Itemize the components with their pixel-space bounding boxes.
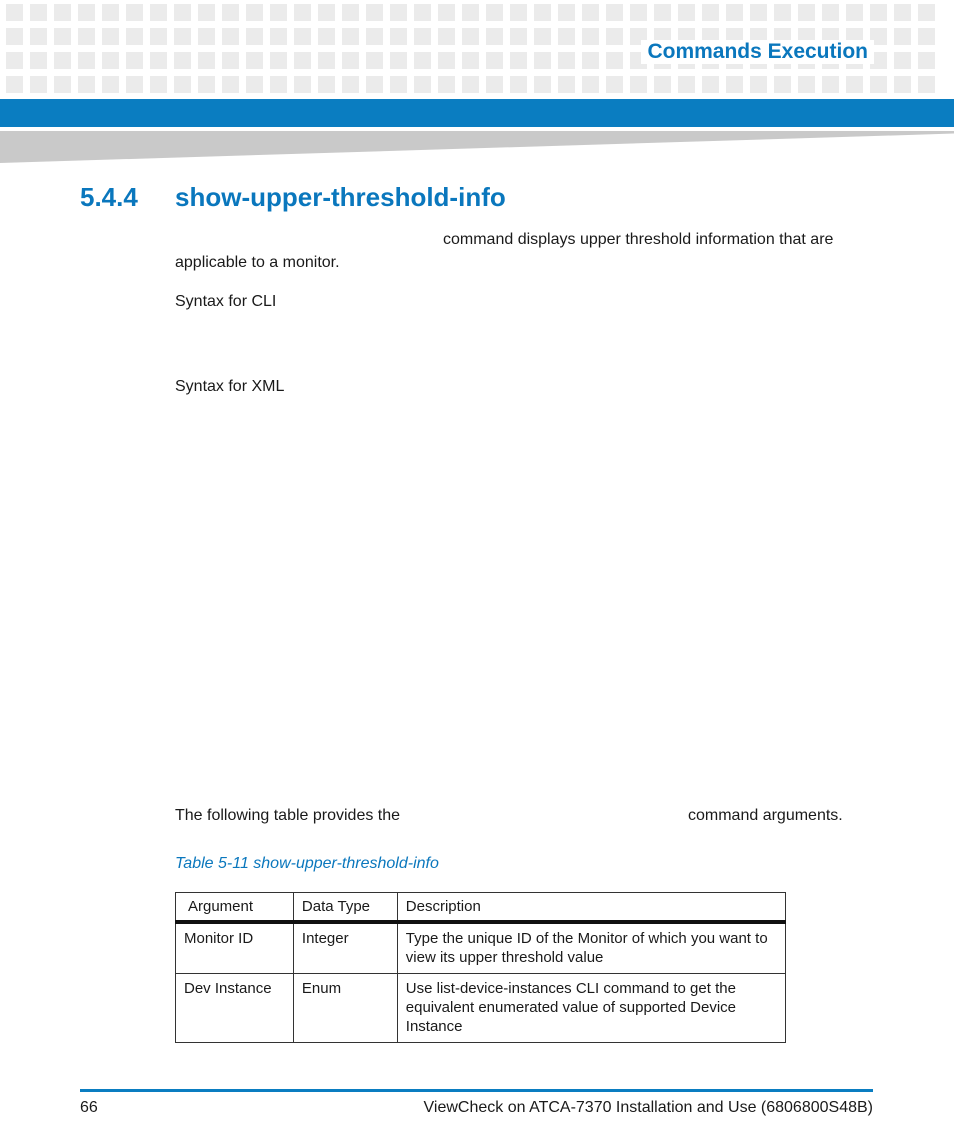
pattern-square	[246, 76, 263, 93]
pattern-square	[318, 28, 335, 45]
pattern-square	[222, 76, 239, 93]
pattern-square	[678, 4, 695, 21]
pattern-square	[294, 76, 311, 93]
pattern-square	[78, 4, 95, 21]
pattern-square	[702, 76, 719, 93]
pattern-square	[774, 76, 791, 93]
pattern-square	[174, 76, 191, 93]
pattern-square	[198, 4, 215, 21]
pattern-square	[270, 52, 287, 69]
footer-rule	[80, 1089, 873, 1092]
table-cell: Type the unique ID of the Monitor of which you want to view its upper threshold value	[397, 922, 785, 974]
column-header: Argument	[176, 893, 294, 923]
table-cell: Enum	[293, 974, 397, 1043]
pattern-square	[798, 4, 815, 21]
pattern-square	[726, 4, 743, 21]
pattern-square	[462, 28, 479, 45]
pattern-square	[414, 52, 431, 69]
pattern-square	[702, 4, 719, 21]
pattern-square	[30, 76, 47, 93]
pattern-square	[654, 4, 671, 21]
pattern-square	[582, 4, 599, 21]
column-header: Data Type	[293, 893, 397, 923]
pattern-square	[462, 4, 479, 21]
pattern-square	[54, 76, 71, 93]
pattern-square	[894, 52, 911, 69]
pattern-square	[462, 76, 479, 93]
pattern-square	[630, 4, 647, 21]
pattern-square	[438, 4, 455, 21]
section-number: 5.4.4	[80, 182, 138, 212]
pattern-square	[438, 76, 455, 93]
pattern-square	[78, 76, 95, 93]
pattern-square	[102, 76, 119, 93]
pattern-square	[558, 76, 575, 93]
pattern-square	[222, 28, 239, 45]
pattern-square	[366, 4, 383, 21]
pattern-square	[174, 4, 191, 21]
pattern-square	[582, 52, 599, 69]
pattern-square	[894, 28, 911, 45]
syntax-xml-label: Syntax for XML	[175, 378, 285, 395]
pattern-square	[366, 76, 383, 93]
pattern-square	[414, 28, 431, 45]
table-cell: Dev Instance	[176, 974, 294, 1043]
pattern-square	[54, 52, 71, 69]
table-header-row	[176, 893, 786, 923]
pattern-square	[222, 4, 239, 21]
pattern-square	[246, 28, 263, 45]
pattern-square	[126, 28, 143, 45]
pattern-square	[918, 76, 935, 93]
pattern-square	[390, 76, 407, 93]
pattern-square	[678, 76, 695, 93]
table-row	[176, 922, 786, 974]
pattern-square	[726, 76, 743, 93]
pattern-square	[606, 4, 623, 21]
table-row	[176, 974, 786, 1043]
pattern-square	[606, 76, 623, 93]
pattern-square	[510, 76, 527, 93]
pattern-square	[438, 28, 455, 45]
pattern-square	[582, 76, 599, 93]
pattern-square	[222, 52, 239, 69]
pattern-square	[102, 4, 119, 21]
footer-document-title: ViewCheck on ATCA-7370 Installation and Use (6806800S48B)	[423, 1099, 873, 1116]
pattern-square	[414, 4, 431, 21]
table-cell: Integer	[293, 922, 397, 974]
intro-text-line1: command displays upper threshold information that are	[443, 231, 834, 248]
table-intro-prefix: The following table provides the	[175, 807, 401, 824]
pattern-square	[126, 4, 143, 21]
pattern-square	[510, 4, 527, 21]
pattern-square	[294, 28, 311, 45]
pattern-square	[486, 4, 503, 21]
pattern-square	[30, 52, 47, 69]
pattern-square	[486, 28, 503, 45]
pattern-square	[150, 4, 167, 21]
pattern-square	[486, 52, 503, 69]
pattern-square	[126, 76, 143, 93]
footer-page-number: 66	[80, 1099, 98, 1116]
table-caption: Table 5-11 show-upper-threshold-info	[175, 855, 439, 872]
pattern-square	[918, 52, 935, 69]
pattern-square	[54, 4, 71, 21]
pattern-square	[870, 4, 887, 21]
pattern-square	[342, 28, 359, 45]
pattern-square	[198, 52, 215, 69]
pattern-square	[54, 28, 71, 45]
pattern-square	[318, 76, 335, 93]
pattern-square	[750, 4, 767, 21]
pattern-square	[150, 76, 167, 93]
pattern-square	[174, 52, 191, 69]
pattern-square	[6, 28, 23, 45]
pattern-square	[174, 28, 191, 45]
header-gray-wedge	[0, 131, 954, 163]
pattern-square	[534, 4, 551, 21]
pattern-square	[798, 76, 815, 93]
pattern-square	[270, 28, 287, 45]
pattern-square	[918, 28, 935, 45]
pattern-square	[822, 4, 839, 21]
intro-text-line2: applicable to a monitor.	[175, 254, 340, 271]
pattern-square	[918, 4, 935, 21]
pattern-square	[270, 76, 287, 93]
pattern-square	[294, 52, 311, 69]
pattern-square	[510, 28, 527, 45]
pattern-square	[750, 76, 767, 93]
pattern-square	[462, 52, 479, 69]
pattern-square	[654, 76, 671, 93]
pattern-square	[870, 76, 887, 93]
pattern-square	[366, 52, 383, 69]
pattern-square	[606, 52, 623, 69]
pattern-square	[198, 28, 215, 45]
table-intro-suffix: command arguments.	[688, 807, 843, 824]
pattern-square	[246, 52, 263, 69]
pattern-square	[846, 4, 863, 21]
pattern-square	[318, 52, 335, 69]
pattern-square	[774, 4, 791, 21]
pattern-square	[366, 28, 383, 45]
pattern-square	[534, 52, 551, 69]
pattern-square	[486, 76, 503, 93]
pattern-square	[246, 4, 263, 21]
pattern-square	[150, 52, 167, 69]
arguments-table	[175, 892, 786, 1043]
pattern-square	[822, 76, 839, 93]
pattern-square	[414, 76, 431, 93]
pattern-square	[558, 4, 575, 21]
pattern-square	[6, 52, 23, 69]
pattern-square	[582, 28, 599, 45]
pattern-square	[894, 76, 911, 93]
column-header: Description	[397, 893, 785, 923]
pattern-square	[390, 52, 407, 69]
syntax-cli-label: Syntax for CLI	[175, 293, 277, 310]
pattern-square	[102, 52, 119, 69]
pattern-square	[342, 76, 359, 93]
pattern-square	[102, 28, 119, 45]
pattern-square	[30, 28, 47, 45]
pattern-row	[6, 76, 935, 93]
pattern-square	[510, 52, 527, 69]
pattern-square	[126, 52, 143, 69]
pattern-square	[534, 28, 551, 45]
pattern-square	[78, 28, 95, 45]
pattern-square	[534, 76, 551, 93]
table-cell: Monitor ID	[176, 922, 294, 974]
pattern-square	[390, 28, 407, 45]
pattern-square	[6, 76, 23, 93]
pattern-square	[150, 28, 167, 45]
pattern-square	[198, 76, 215, 93]
pattern-square	[6, 4, 23, 21]
pattern-square	[342, 4, 359, 21]
pattern-square	[294, 4, 311, 21]
section-title: show-upper-threshold-info	[175, 182, 506, 212]
table-cell: Use list-device-instances CLI command to get the equivalent enumerated value of supported Device Instance	[397, 974, 785, 1043]
pattern-square	[270, 4, 287, 21]
pattern-square	[318, 4, 335, 21]
pattern-square	[558, 28, 575, 45]
pattern-square	[558, 52, 575, 69]
pattern-square	[30, 4, 47, 21]
pattern-square	[342, 52, 359, 69]
pattern-square	[894, 4, 911, 21]
pattern-square	[846, 76, 863, 93]
pattern-square	[78, 52, 95, 69]
header-blue-band	[0, 99, 954, 127]
running-header-title: Commands Execution	[641, 40, 874, 64]
pattern-square	[606, 28, 623, 45]
pattern-square	[390, 4, 407, 21]
pattern-square	[438, 52, 455, 69]
pattern-row	[6, 4, 935, 21]
pattern-square	[630, 76, 647, 93]
